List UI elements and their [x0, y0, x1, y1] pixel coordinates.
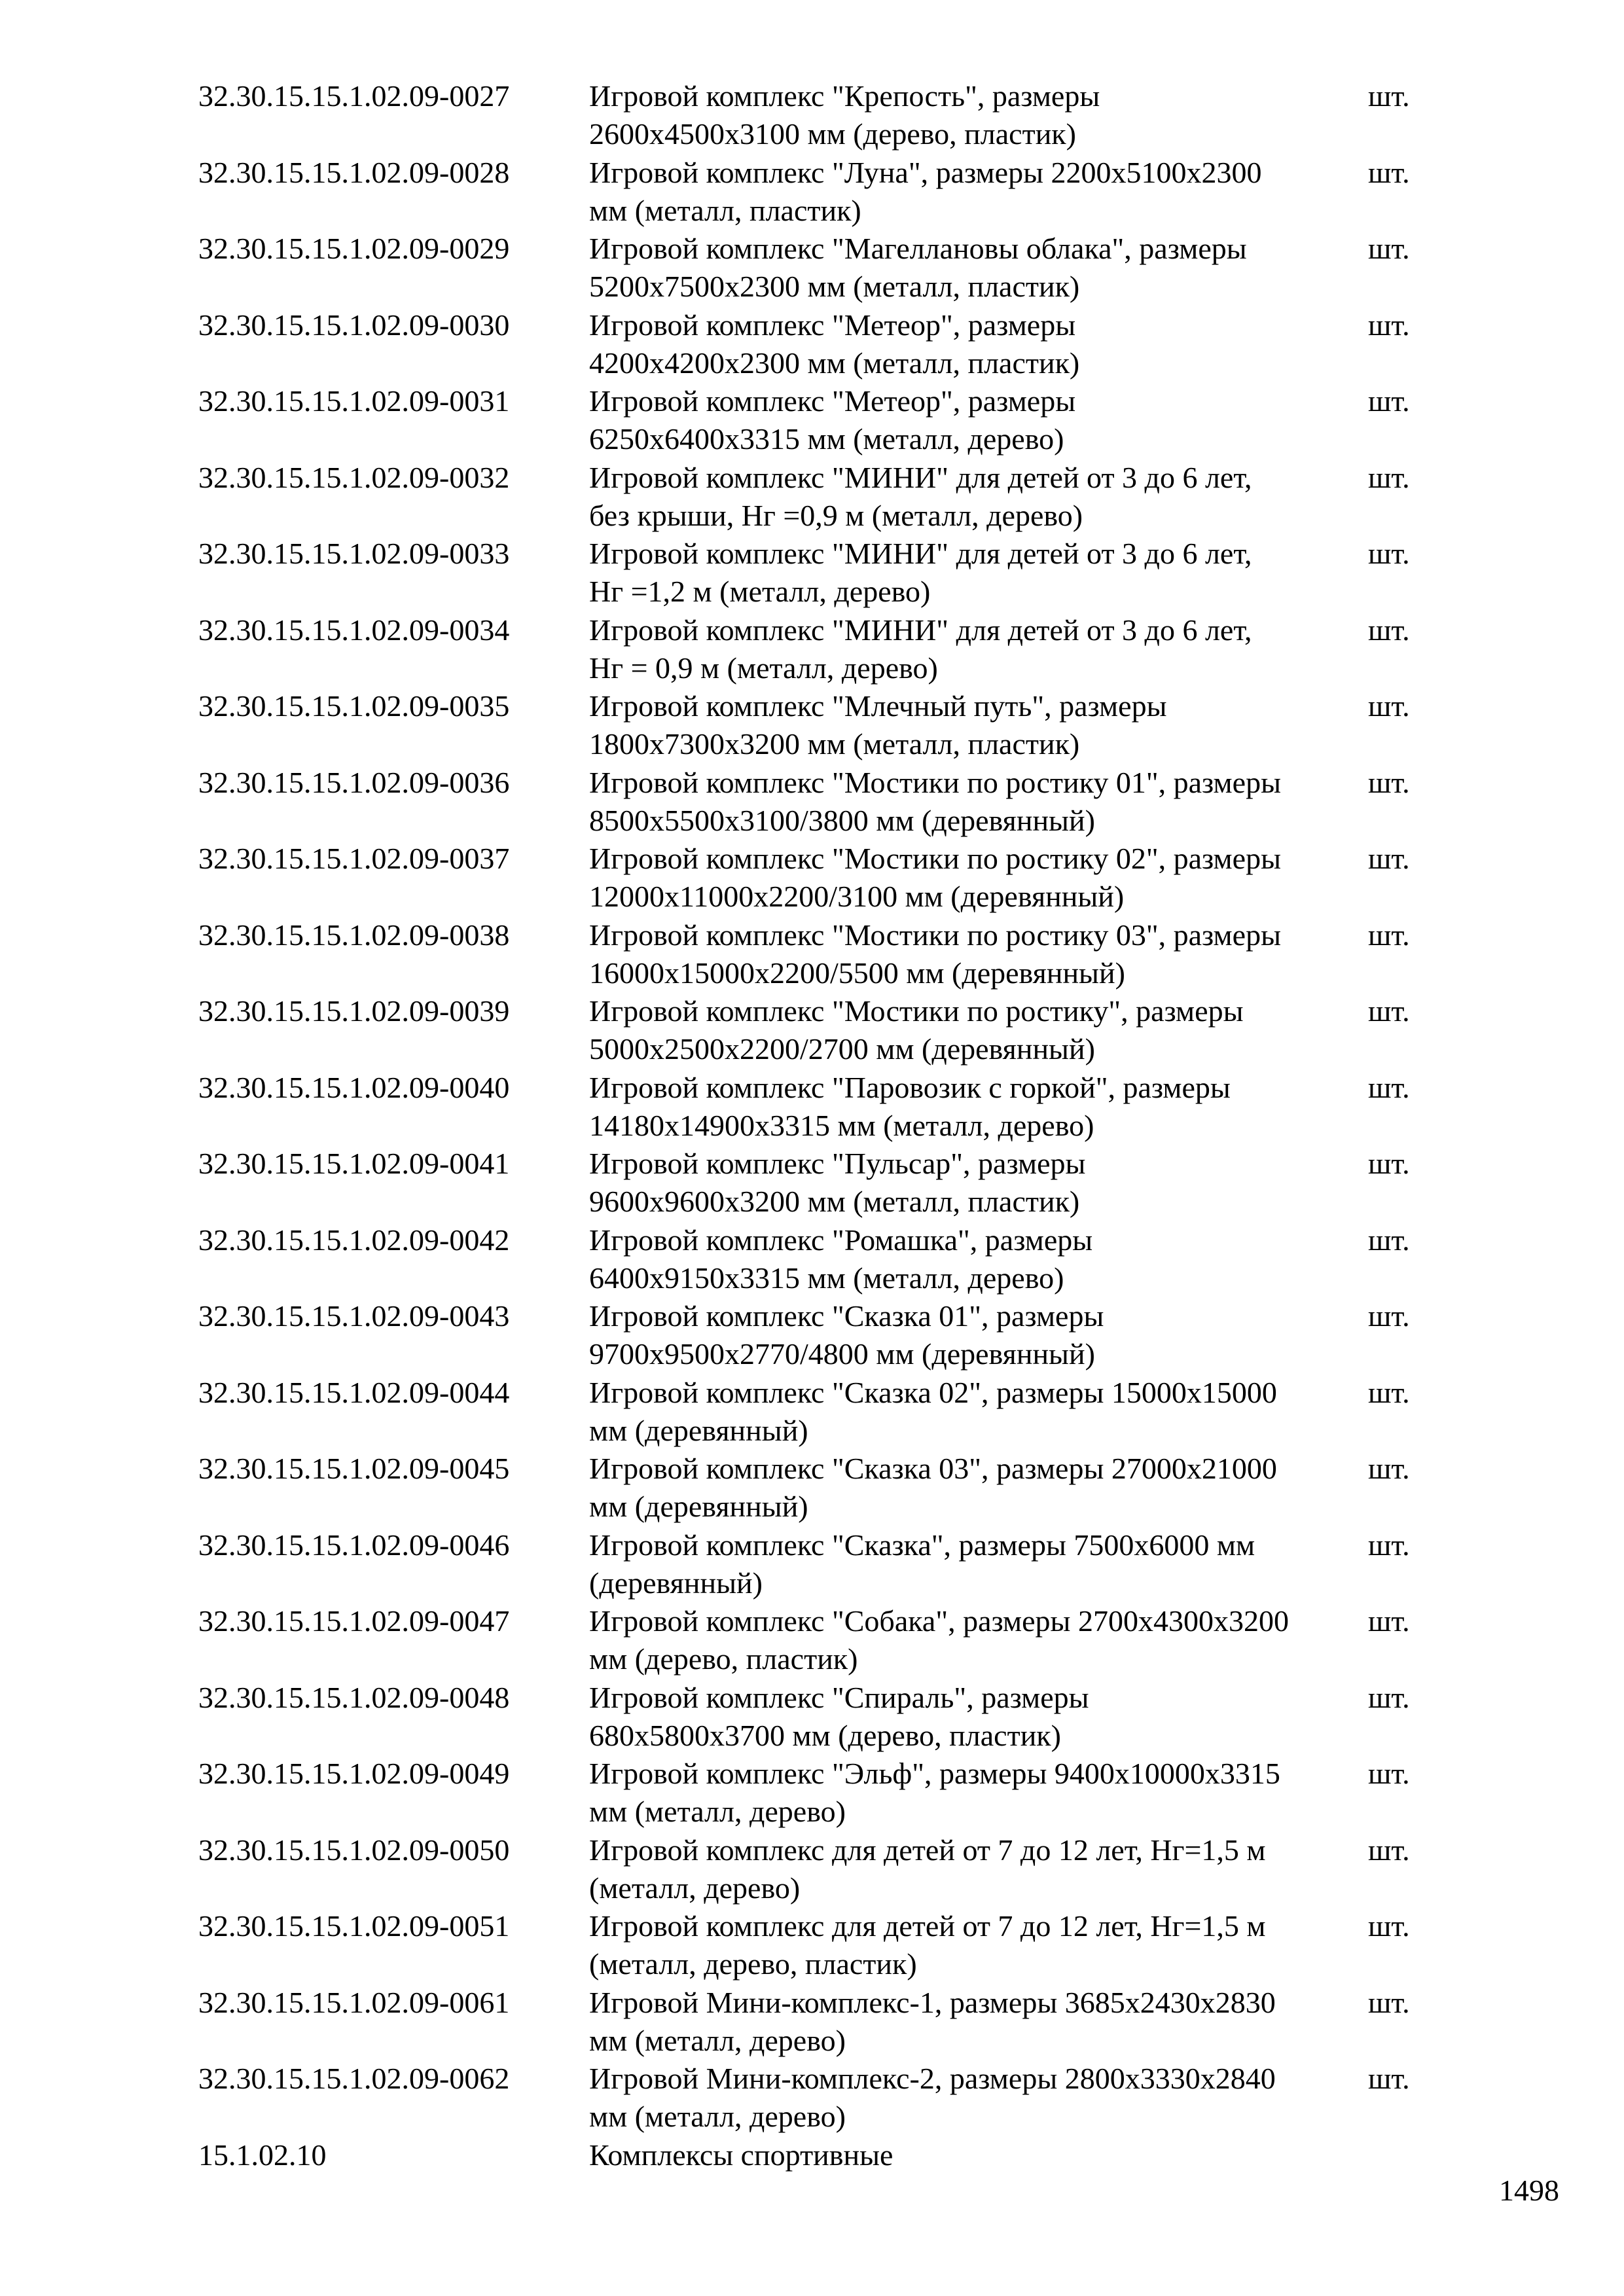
item-code: 32.30.15.15.1.02.09-0039	[198, 994, 510, 1028]
item-code: 32.30.15.15.1.02.09-0045	[198, 1452, 510, 1485]
table-row	[0, 1145, 1624, 1221]
item-code: 32.30.15.15.1.02.09-0049	[198, 1757, 510, 1790]
item-name-line: мм (металл, дерево)	[589, 2100, 846, 2133]
item-name	[589, 1297, 1375, 1373]
item-name	[589, 1069, 1375, 1145]
table-row	[0, 306, 1624, 383]
item-unit: шт.	[1368, 918, 1410, 952]
table-row	[0, 1297, 1624, 1374]
item-unit: шт.	[1368, 613, 1410, 647]
item-code: 32.30.15.15.1.02.09-0047	[198, 1604, 510, 1638]
item-name-line: Нг =1,2 м (металл, дерево)	[589, 575, 931, 608]
item-code: 32.30.15.15.1.02.09-0061	[198, 1985, 510, 2019]
table-row	[0, 230, 1624, 306]
item-name-line: Игровой комплекс "Мостики по ростику 01", размеры	[589, 765, 1281, 799]
item-code: 32.30.15.15.1.02.09-0043	[198, 1299, 510, 1333]
item-unit: шт.	[1368, 1528, 1410, 1562]
table-row	[0, 611, 1624, 688]
item-code: 32.30.15.15.1.02.09-0046	[198, 1528, 510, 1562]
table-row	[0, 154, 1624, 230]
item-code: 32.30.15.15.1.02.09-0032	[198, 460, 510, 494]
item-name-line: Комплексы спортивные	[589, 2138, 893, 2172]
item-name	[589, 230, 1375, 306]
item-unit: шт.	[1368, 384, 1410, 418]
item-unit: шт.	[1368, 1909, 1410, 1943]
item-name	[589, 840, 1375, 916]
item-unit: шт.	[1368, 1147, 1410, 1180]
item-name-line: 5200х7500х2300 мм (металл, пластик)	[589, 270, 1080, 303]
item-name	[589, 154, 1375, 230]
table-row	[0, 77, 1624, 154]
item-unit: шт.	[1368, 1985, 1410, 2019]
item-name	[589, 611, 1375, 687]
table-row	[0, 1907, 1624, 1984]
item-name-line: Игровой комплекс "Спираль", размеры	[589, 1680, 1089, 1714]
item-unit: шт.	[1368, 1604, 1410, 1638]
item-name-line: Игровой комплекс "Мостики по ростику", размеры	[589, 994, 1244, 1028]
item-code: 32.30.15.15.1.02.09-0033	[198, 537, 510, 570]
table-row	[0, 1755, 1624, 1831]
item-name-line: Игровой комплекс "МИНИ" для детей от 3 до 6 лет,	[589, 613, 1252, 647]
item-unit: шт.	[1368, 1452, 1410, 1485]
item-code: 32.30.15.15.1.02.09-0030	[198, 308, 510, 342]
item-code: 32.30.15.15.1.02.09-0062	[198, 2062, 510, 2095]
table-row	[0, 535, 1624, 611]
item-name-line: Игровой комплекс "МИНИ" для детей от 3 до 6 лет,	[589, 460, 1252, 494]
item-unit: шт.	[1368, 1070, 1410, 1104]
item-name	[589, 1221, 1375, 1297]
item-unit: шт.	[1368, 1680, 1410, 1714]
item-code: 32.30.15.15.1.02.09-0041	[198, 1147, 510, 1180]
item-code: 32.30.15.15.1.02.09-0050	[198, 1833, 510, 1867]
item-name	[589, 1602, 1375, 1678]
item-unit: шт.	[1368, 994, 1410, 1028]
table-row	[0, 992, 1624, 1069]
item-name	[589, 2136, 1375, 2174]
item-code: 32.30.15.15.1.02.09-0051	[198, 1909, 510, 1943]
item-code: 32.30.15.15.1.02.09-0036	[198, 765, 510, 799]
item-name-line: 16000х15000х2200/5500 мм (деревянный)	[589, 956, 1125, 990]
item-name	[589, 764, 1375, 840]
item-name-line: 6250х6400х3315 мм (металл, дерево)	[589, 422, 1064, 456]
table-row	[0, 1374, 1624, 1450]
item-name	[589, 1755, 1375, 1831]
item-name	[589, 535, 1375, 611]
item-name-line: мм (деревянный)	[589, 1490, 808, 1523]
item-name	[589, 1374, 1375, 1450]
table-row	[0, 1984, 1624, 2060]
item-name-line: Игровой Мини-комплекс-2, размеры 2800х3330х2840	[589, 2062, 1276, 2095]
item-unit: шт.	[1368, 689, 1410, 723]
item-name	[589, 382, 1375, 458]
item-unit: шт.	[1368, 460, 1410, 494]
item-code: 15.1.02.10	[198, 2138, 327, 2172]
item-unit: шт.	[1368, 1833, 1410, 1867]
item-name-line: 5000х2500х2200/2700 мм (деревянный)	[589, 1032, 1095, 1066]
item-name-line: 680х5800х3700 мм (дерево, пластик)	[589, 1718, 1061, 1752]
table-row	[0, 2060, 1624, 2136]
item-unit: шт.	[1368, 2062, 1410, 2095]
item-name	[589, 2060, 1375, 2136]
table-row	[0, 1069, 1624, 1145]
table-row	[0, 382, 1624, 459]
item-name-line: Игровой комплекс "МИНИ" для детей от 3 до 6 лет,	[589, 537, 1252, 570]
item-name-line: 6400х9150х3315 мм (металл, дерево)	[589, 1261, 1064, 1295]
item-name	[589, 1450, 1375, 1526]
item-name-line: мм (металл, дерево)	[589, 1795, 846, 1828]
item-name-line: Игровой комплекс "Эльф", размеры 9400х10000х3315	[589, 1757, 1280, 1790]
item-code: 32.30.15.15.1.02.09-0042	[198, 1223, 510, 1257]
item-name-line: 12000х11000х2200/3100 мм (деревянный)	[589, 880, 1125, 913]
item-name-line: Игровой Мини-комплекс-1, размеры 3685х2430х2830	[589, 1985, 1276, 2019]
item-name	[589, 1679, 1375, 1755]
item-name	[589, 77, 1375, 153]
item-name-line: 2600х4500х3100 мм (дерево, пластик)	[589, 117, 1076, 151]
item-code: 32.30.15.15.1.02.09-0034	[198, 613, 510, 647]
item-name	[589, 992, 1375, 1068]
item-unit: шт.	[1368, 765, 1410, 799]
item-name-line: мм (металл, пластик)	[589, 193, 861, 227]
item-name-line: Игровой комплекс для детей от 7 до 12 лет, Нг=1,5 м	[589, 1833, 1266, 1867]
item-name-line: Нг = 0,9 м (металл, дерево)	[589, 651, 938, 685]
item-name	[589, 459, 1375, 535]
item-name	[589, 1907, 1375, 1983]
page-number: 1498	[1499, 2174, 1559, 2207]
item-name-line: Игровой комплекс "Сказка", размеры 7500х6000 мм	[589, 1528, 1255, 1562]
table-row	[0, 1221, 1624, 1298]
item-name-line: 4200х4200х2300 мм (металл, пластик)	[589, 346, 1080, 380]
item-name	[589, 916, 1375, 992]
catalog-table	[0, 77, 1624, 2174]
item-unit: шт.	[1368, 842, 1410, 875]
item-name-line: Игровой комплекс "Мостики по ростику 02", размеры	[589, 842, 1281, 875]
item-name-line: 9700х9500х2770/4800 мм (деревянный)	[589, 1337, 1095, 1371]
table-row	[0, 764, 1624, 840]
item-code: 32.30.15.15.1.02.09-0029	[198, 232, 510, 265]
item-name-line: 8500х5500х3100/3800 мм (деревянный)	[589, 803, 1095, 837]
item-unit: шт.	[1368, 1299, 1410, 1333]
table-row	[0, 2136, 1624, 2174]
item-name-line: Игровой комплекс "Пульсар", размеры	[589, 1147, 1086, 1180]
item-name-line: (металл, дерево)	[589, 1871, 801, 1905]
item-code: 32.30.15.15.1.02.09-0031	[198, 384, 510, 418]
table-row	[0, 840, 1624, 916]
item-name-line: Игровой комплекс "Мостики по ростику 03", размеры	[589, 918, 1281, 952]
item-name-line: (деревянный)	[589, 1566, 763, 1600]
table-row	[0, 916, 1624, 993]
item-code: 32.30.15.15.1.02.09-0040	[198, 1070, 510, 1104]
table-row	[0, 1679, 1624, 1755]
item-code: 32.30.15.15.1.02.09-0027	[198, 79, 510, 113]
table-row	[0, 1602, 1624, 1679]
item-name-line: Игровой комплекс "Крепость", размеры	[589, 79, 1100, 113]
item-unit: шт.	[1368, 1375, 1410, 1409]
table-row	[0, 1450, 1624, 1526]
item-code: 32.30.15.15.1.02.09-0035	[198, 689, 510, 723]
table-row	[0, 687, 1624, 764]
item-unit: шт.	[1368, 232, 1410, 265]
item-name-line: Игровой комплекс для детей от 7 до 12 лет, Нг=1,5 м	[589, 1909, 1266, 1943]
item-code: 32.30.15.15.1.02.09-0028	[198, 155, 510, 189]
item-name-line: Игровой комплекс "Млечный путь", размеры	[589, 689, 1167, 723]
item-name-line: 9600х9600х3200 мм (металл, пластик)	[589, 1185, 1080, 1218]
item-name	[589, 1984, 1375, 2060]
item-unit: шт.	[1368, 1223, 1410, 1257]
item-unit: шт.	[1368, 155, 1410, 189]
item-name-line: Игровой комплекс "Луна", размеры 2200х5100х2300	[589, 155, 1262, 189]
item-unit: шт.	[1368, 537, 1410, 570]
item-code: 32.30.15.15.1.02.09-0037	[198, 842, 510, 875]
table-row	[0, 1526, 1624, 1603]
item-name-line: (металл, дерево, пластик)	[589, 1947, 917, 1981]
item-name-line: Игровой комплекс "Сказка 03", размеры 27000х21000	[589, 1452, 1277, 1485]
item-name-line: Игровой комплекс "Ромашка", размеры	[589, 1223, 1093, 1257]
item-name	[589, 687, 1375, 763]
item-name-line: Игровой комплекс "Сказка 02", размеры 15000х15000	[589, 1375, 1277, 1409]
item-name	[589, 1831, 1375, 1907]
item-name-line: Игровой комплекс "Магеллановы облака", размеры	[589, 232, 1247, 265]
item-name-line: мм (деревянный)	[589, 1413, 808, 1447]
item-name-line: Игровой комплекс "Метеор", размеры	[589, 384, 1076, 418]
item-unit: шт.	[1368, 1757, 1410, 1790]
item-name-line: Игровой комплекс "Собака", размеры 2700х4300х3200	[589, 1604, 1289, 1638]
item-name	[589, 1145, 1375, 1221]
item-name	[589, 1526, 1375, 1602]
item-code: 32.30.15.15.1.02.09-0048	[198, 1680, 510, 1714]
item-unit: шт.	[1368, 79, 1410, 113]
item-name-line: Игровой комплекс "Сказка 01", размеры	[589, 1299, 1104, 1333]
item-name-line: 1800х7300х3200 мм (металл, пластик)	[589, 727, 1080, 761]
item-code: 32.30.15.15.1.02.09-0044	[198, 1375, 510, 1409]
item-code: 32.30.15.15.1.02.09-0038	[198, 918, 510, 952]
item-name-line: мм (дерево, пластик)	[589, 1642, 858, 1676]
item-unit: шт.	[1368, 308, 1410, 342]
table-row	[0, 459, 1624, 535]
item-name-line: Игровой комплекс "Метеор", размеры	[589, 308, 1076, 342]
table-row	[0, 1831, 1624, 1908]
item-name-line: 14180х14900х3315 мм (металл, дерево)	[589, 1108, 1094, 1142]
item-name-line: без крыши, Нг =0,9 м (металл, дерево)	[589, 498, 1083, 532]
item-name	[589, 306, 1375, 382]
item-name-line: Игровой комплекс "Паровозик с горкой", размеры	[589, 1070, 1231, 1104]
item-name-line: мм (металл, дерево)	[589, 2023, 846, 2057]
